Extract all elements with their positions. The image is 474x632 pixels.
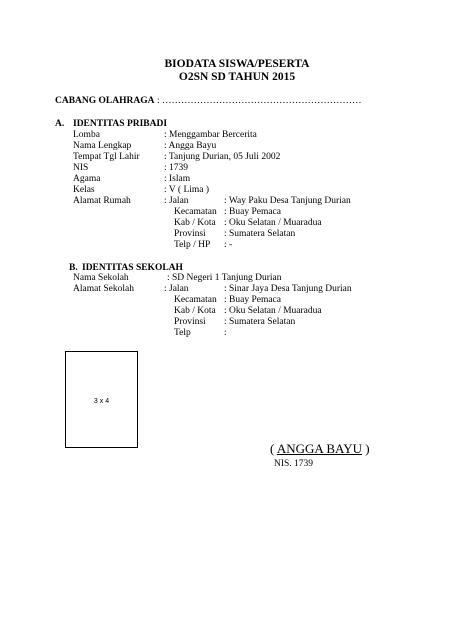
value-kelas: : V ( Lima ) xyxy=(164,185,210,195)
label-agama: Agama xyxy=(73,174,101,184)
label-alamat-rumah: Alamat Rumah xyxy=(73,196,131,206)
section-a-letter: A. xyxy=(55,119,65,129)
label-tempat-tgl-lahir: Tempat Tgl Lahir xyxy=(73,152,140,162)
label-rumah-kecamatan: Kecamatan xyxy=(174,207,217,217)
value-alamat-rumah-jalan-label: : Jalan xyxy=(164,196,189,206)
photo-placeholder-box xyxy=(65,351,138,448)
document-title-line2: O2SN SD TAHUN 2015 xyxy=(178,71,296,83)
document-title-line1: BIODATA SISWA/PESERTA xyxy=(164,58,310,70)
label-lomba: Lomba xyxy=(73,130,100,140)
cabang-value: : ……………………………………………………… xyxy=(157,96,362,106)
section-b-heading: IDENTITAS SEKOLAH xyxy=(82,263,183,273)
value-sekolah-provinsi: : Sumatera Selatan xyxy=(224,317,296,327)
value-agama: : Islam xyxy=(164,174,191,184)
signature-nis: NIS. 1739 xyxy=(274,459,314,469)
value-alamat-rumah-jalan: : Way Paku Desa Tanjung Durian xyxy=(224,196,351,206)
value-tempat-tgl-lahir: : Tanjung Durian, 05 Juli 2002 xyxy=(164,152,281,162)
label-alamat-sekolah: Alamat Sekolah xyxy=(73,284,134,294)
value-rumah-kab-kota: : Oku Selatan / Muaradua xyxy=(224,218,322,228)
value-rumah-telp: : - xyxy=(224,240,233,250)
label-sekolah-telp: Telp xyxy=(174,328,191,338)
signature-open-paren: ( xyxy=(270,441,277,456)
value-alamat-sekolah-jalan: : Sinar Jaya Desa Tanjung Durian xyxy=(224,284,352,294)
label-rumah-kab-kota: Kab / Kota xyxy=(174,218,216,228)
signature-name-text: ANGGA BAYU xyxy=(276,441,362,456)
photo-size-label: 3 x 4 xyxy=(93,398,110,405)
label-kelas: Kelas xyxy=(73,185,95,195)
value-sekolah-telp: : xyxy=(224,328,227,338)
signature-close-paren: ) xyxy=(362,441,370,456)
label-nama-sekolah: Nama Sekolah xyxy=(73,273,129,283)
value-sekolah-kab-kota: : Oku Selatan / Muaradua xyxy=(224,306,322,316)
value-nama-lengkap: : Angga Bayu xyxy=(164,141,217,151)
label-sekolah-kecamatan: Kecamatan xyxy=(174,295,217,305)
value-alamat-sekolah-jalan-label: : Jalan xyxy=(164,284,189,294)
label-nis: NIS xyxy=(73,163,89,173)
label-sekolah-provinsi: Provinsi xyxy=(174,317,206,327)
value-nama-sekolah: : SD Negeri 1 Tanjung Durian xyxy=(167,273,282,283)
label-rumah-telp: Telp / HP xyxy=(174,240,211,250)
value-rumah-provinsi: : Sumatera Selatan xyxy=(224,229,296,239)
cabang-label: CABANG OLAHRAGA xyxy=(55,96,155,106)
value-lomba: : Menggambar Bercerita xyxy=(164,130,257,140)
section-a-heading: IDENTITAS PRIBADI xyxy=(73,119,168,129)
signature-name xyxy=(270,441,370,456)
value-sekolah-kecamatan: : Buay Pemaca xyxy=(224,295,281,305)
section-b-letter: B. xyxy=(69,263,78,273)
value-rumah-kecamatan: : Buay Pemaca xyxy=(224,207,281,217)
value-nis: : 1739 xyxy=(164,163,189,173)
label-nama-lengkap: Nama Lengkap xyxy=(73,141,132,151)
label-rumah-provinsi: Provinsi xyxy=(174,229,206,239)
label-sekolah-kab-kota: Kab / Kota xyxy=(174,306,216,316)
